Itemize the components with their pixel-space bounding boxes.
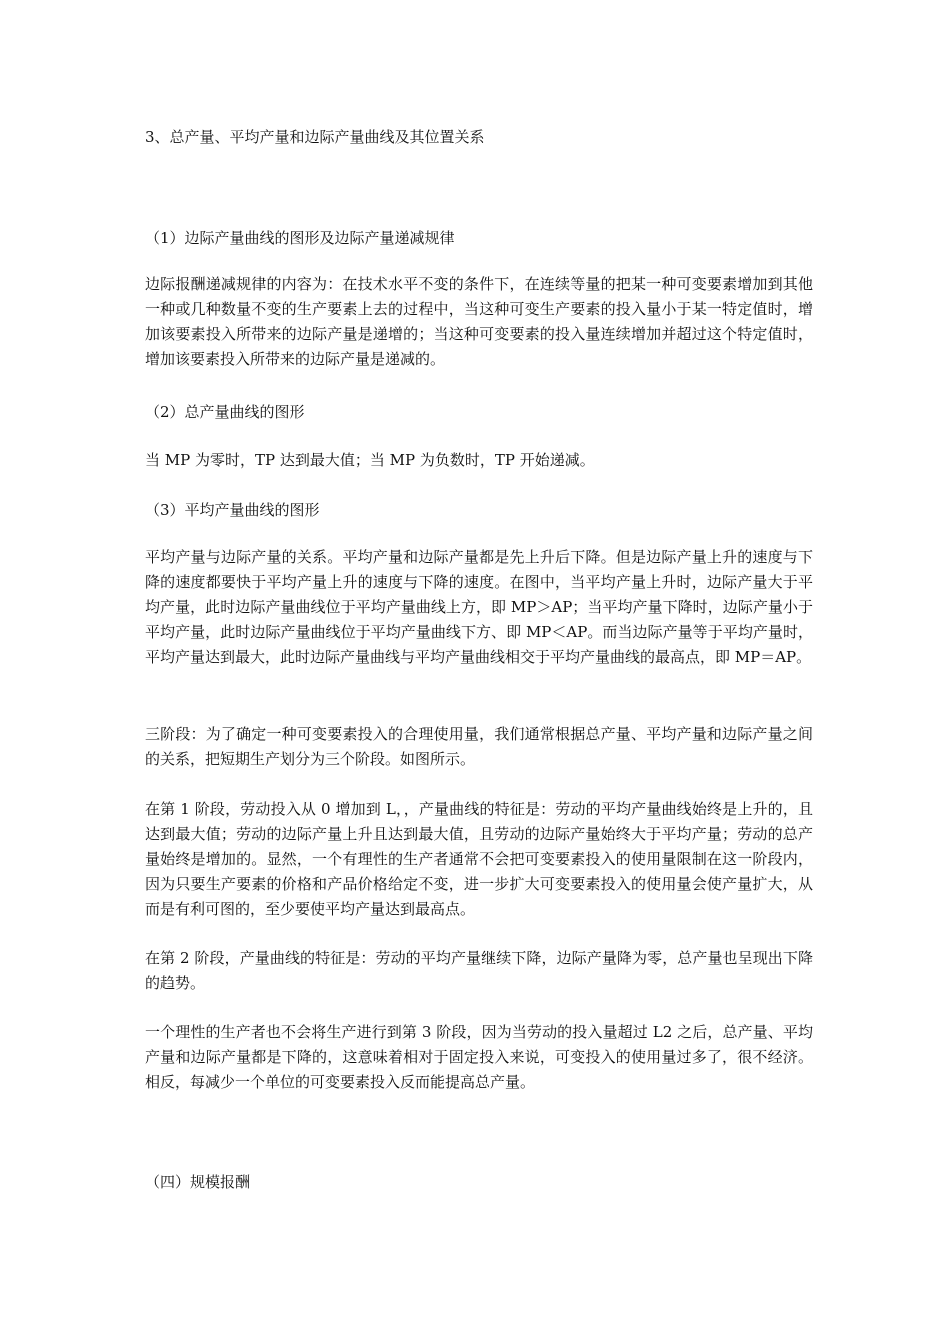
paragraph-ap-mp-relation: 平均产量与边际产量的关系。平均产量和边际产量都是先上升后下降。但是边际产量上升的速度与下降的速度都要快于平均产量上升的速度与下降的速度。在图中，当平均产量上升时，边际产量大于平均产量，此时边际产量曲线位于平均产量曲线上方，即 MP＞AP；当平均产量下降时，边际产量小于平均产量，此时边际产量曲线位于平均产量曲线下方、即 MP＜AP。而当边际产量等于平均产量时，平均产量达到最大，此时边际产量曲线与平均产量曲线相交于平均产量曲线的最高点，即 MP＝AP。 — [145, 548, 813, 666]
paragraph-diminishing-returns: 边际报酬递减规律的内容为：在技术水平不变的条件下，在连续等量的把某一种可变要素增加到其他一种或几种数量不变的生产要素上去的过程中，当这种可变生产要素的投入量小于某一特定值时，增加该要素投入所带来的边际产量是递增的；当这种可变要素的投入量连续增加并超过这个特定值时，增加该要素投入所带来的边际产量是递减的。 — [145, 275, 813, 368]
paragraph-stage-2: 在第 2 阶段，产量曲线的特征是：劳动的平均产量继续下降，边际产量降为零，总产量也呈现出下降的趋势。 — [145, 949, 813, 992]
paragraph-stage-1: 在第 1 阶段，劳动投入从 0 增加到 L，，产量曲线的特征是：劳动的平均产量曲线始终是上升的，且达到最大值；劳动的边际产量上升且达到最大值，且劳动的边际产量始终大于平均产量；劳动的总产量始终是增加的。显然，一个有理性的生产者通常不会把可变要素投入的使用量限制在这一阶段内，因为只要生产要素的价格和产品价格给定不变，进一步扩大可变要素投入的使用量会使产量扩大，从而是有利可图的，至少要使平均产量达到最高点。 — [145, 800, 813, 918]
subheading-average-product: （3）平均产量曲线的图形 — [145, 501, 320, 519]
subheading-marginal-product: （1）边际产量曲线的图形及边际产量递减规律 — [145, 229, 455, 247]
section-heading-returns-to-scale: （四）规模报酬 — [145, 1173, 251, 1191]
subheading-total-product: （2）总产量曲线的图形 — [145, 403, 305, 421]
paragraph-tp-mp: 当 MP 为零时，TP 达到最大值；当 MP 为负数时，TP 开始递减。 — [145, 451, 595, 469]
section-title: 3、总产量、平均产量和边际产量曲线及其位置关系 — [145, 128, 485, 146]
paragraph-three-stages: 三阶段：为了确定一种可变要素投入的合理使用量，我们通常根据总产量、平均产量和边际产量之间的关系，把短期生产划分为三个阶段。如图所示。 — [145, 725, 813, 768]
paragraph-stage-3: 一个理性的生产者也不会将生产进行到第 3 阶段，因为当劳动的投入量超过 L2 之后，总产量、平均产量和边际产量都是下降的，这意味着相对于固定投入来说，可变投入的使用量过多了，很不经济。相反，每减少一个单位的可变要素投入反而能提高总产量。 — [145, 1023, 813, 1091]
